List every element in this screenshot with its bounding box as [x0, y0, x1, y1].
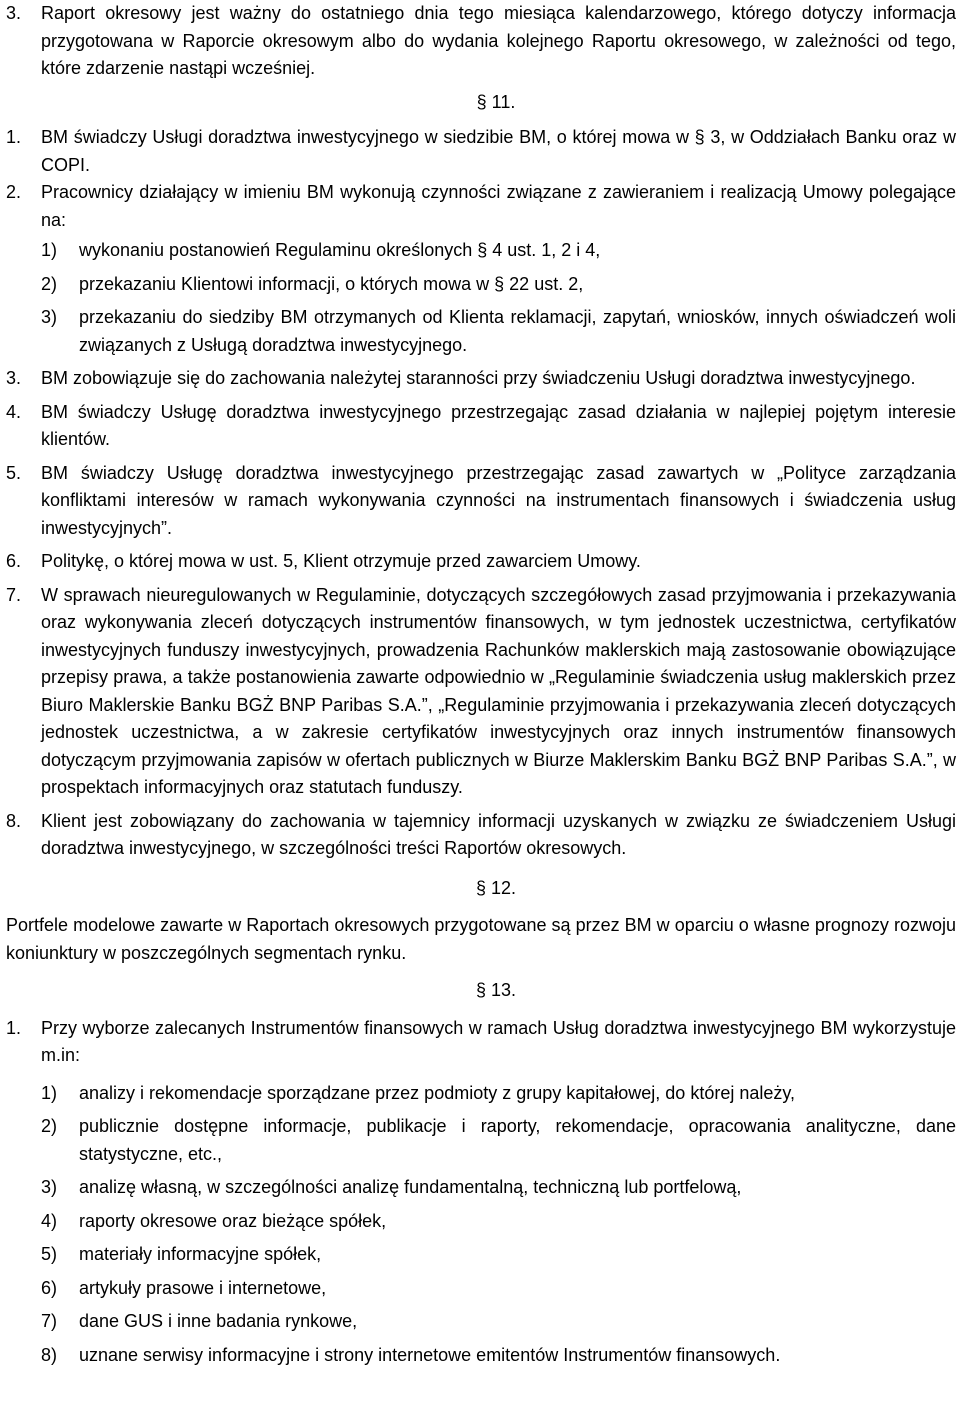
item-text: analizę własną, w szczególności analizę fundamentalną, techniczną lub portfelową,	[79, 1177, 742, 1197]
item-number: 3.	[6, 368, 22, 388]
section-12-text: Portfele modelowe zawarte w Raportach okresowych przygotowane są przez BM w oparciu o własne prognozy rozwoju koniunktury w poszczególnych segmentach rynku.	[6, 915, 956, 963]
item-text: wykonaniu postanowień Regulaminu określonych § 4 ust. 1, 2 i 4,	[79, 240, 601, 260]
source-list	[0, 1080, 960, 1370]
clause-13-1	[6, 1015, 956, 1070]
item-number: 1)	[41, 1082, 58, 1103]
item-number: 2)	[41, 273, 58, 294]
item-number: 5.	[6, 462, 22, 483]
item-number: 3)	[41, 1177, 58, 1197]
item-number: 4)	[41, 1210, 58, 1231]
section-heading-11: § 11.	[476, 91, 516, 112]
clause-11-7	[6, 582, 956, 802]
item-text: Pracownicy działający w imieniu BM wykonują czynności związane z zawieraniem i realizacją Umowy polegające na:	[41, 182, 956, 230]
item-number: 1.	[6, 127, 22, 147]
item-text: materiały informacyjne spółek,	[79, 1244, 322, 1264]
item-number: 4.	[6, 401, 22, 422]
item-number: 6.	[6, 551, 22, 571]
clause-11-2-1	[41, 237, 956, 265]
item-number: 8.	[6, 810, 22, 831]
item-text: BM świadczy Usługę doradztwa inwestycyjnego przestrzegając zasad działania w najlepiej pojętym interesie klientów.	[41, 401, 956, 449]
clause-11-3	[6, 365, 956, 393]
item-number: 6)	[41, 1277, 58, 1298]
item-text: raporty okresowe oraz bieżące spółek,	[79, 1210, 387, 1231]
item-text: przekazaniu Klientowi informacji, o których mowa w § 22 ust. 2,	[79, 273, 584, 294]
item-number: 3.	[6, 3, 22, 23]
item-text: Raport okresowy jest ważny do ostatniego dnia tego miesiąca kalendarzowego, którego dotyczy informacja przygotowana w Raporcie okresowym albo do wydania kolejnego Raportu okresowego, w zależności od tego, które zdarzenie nastąpi wcześniej.	[41, 3, 956, 78]
paragraph-3	[6, 0, 956, 83]
clause-11-2-3	[41, 304, 956, 359]
list-item	[41, 1342, 956, 1370]
list-item	[41, 1275, 956, 1303]
item-number: 2.	[6, 182, 22, 202]
item-text: BM świadczy Usługę doradztwa inwestycyjnego przestrzegając zasad zawartych w „Polityce zarządzania konfliktami interesów w ramach wykonywania czynności na instrumentach finansowych i świadczenia usług inwestycyjnych”.	[41, 462, 956, 538]
item-number: 3)	[41, 307, 58, 327]
clause-11-2-2	[41, 271, 956, 299]
clause-11-6	[6, 548, 956, 576]
item-text: Klient jest zobowiązany do zachowania w tajemnicy informacji uzyskanych w związku ze świadczeniem Usługi doradztwa inwestycyjnego, w szczególności treści Raportów okresowych.	[41, 810, 956, 858]
item-text: BM świadczy Usługi doradztwa inwestycyjnego w siedzibie BM, o której mowa w § 3, w Oddziałach Banku oraz w COPI.	[41, 127, 956, 175]
clause-11-4	[6, 399, 956, 454]
item-number: 1)	[41, 240, 58, 260]
item-text: analizy i rekomendacje sporządzane przez podmioty z grupy kapitałowej, do której należy,	[79, 1082, 796, 1103]
item-text: publicznie dostępne informacje, publikacje i raporty, rekomendacje, opracowania analityczne, dane statystyczne, etc.,	[79, 1116, 956, 1164]
item-text: Politykę, o której mowa w ust. 5, Klient otrzymuje przed zawarciem Umowy.	[41, 551, 641, 571]
clause-11-5	[6, 460, 956, 543]
clause-11-8	[6, 808, 956, 863]
item-number: 5)	[41, 1244, 58, 1264]
list-item	[41, 1174, 956, 1202]
list-item	[41, 1208, 956, 1236]
list-item	[41, 1308, 956, 1336]
item-text: przekazaniu do siedziby BM otrzymanych od Klienta reklamacji, zapytań, wniosków, innych oświadczeń woli związanych z Usługą doradztwa inwestycyjnego.	[79, 307, 956, 355]
item-number: 7)	[41, 1311, 58, 1331]
item-text: W sprawach nieuregulowanych w Regulaminie, dotyczących szczegółowych zasad przyjmowania i przekazywania oraz wykonywania zleceń dotyczących instrumentów finansowych, w tym jednostek uczestnictwa, certyfikatów inwestycyjnych funduszy inwestycyjnych, prowadzenia Rachunków maklerskich mają zastosowanie obowiązujące przepisy prawa, a także postanowienia zawarte odpowiednio w „Regulaminie świadczenia usług maklerskich przez Biuro Maklerskie Banku BGŻ BNP Paribas S.A.”, „Regulaminie przyjmowania i przekazywania zleceń dotyczących jednostek uczestnictwa, a w zakresie certyfikatów inwestycyjnych oraz innych instrumentów finansowych dotyczącym przyjmowania zapisów w ofertach publicznych w Biurze Maklerskim Banku BGŻ BNP Paribas S.A.”, w prospektach informacyjnych oraz statutach funduszy.	[41, 584, 956, 797]
item-text: Przy wyborze zalecanych Instrumentów finansowych w ramach Usług doradztwa inwestycyjnego BM wykorzystuje m.in:	[41, 1017, 956, 1065]
list-item	[41, 1113, 956, 1168]
item-text: artykuły prasowe i internetowe,	[79, 1277, 327, 1298]
item-text: dane GUS i inne badania rynkowe,	[79, 1311, 358, 1331]
section-heading-13: § 13.	[475, 980, 517, 1000]
list-item	[41, 1080, 956, 1108]
item-text: uznane serwisy informacyjne i strony internetowe emitentów Instrumentów finansowych.	[79, 1344, 781, 1365]
item-text: BM zobowiązuje się do zachowania należytej staranności przy świadczeniu Usługi doradztwa inwestycyjnego.	[41, 368, 916, 388]
item-number: 2)	[41, 1116, 58, 1136]
item-number: 7.	[6, 584, 22, 605]
list-item	[41, 1241, 956, 1269]
item-number: 8)	[41, 1344, 58, 1365]
clause-11-1	[6, 124, 956, 179]
item-number: 1.	[6, 1017, 22, 1038]
section-heading-12: § 12.	[475, 877, 517, 898]
clause-11-2	[6, 179, 956, 234]
